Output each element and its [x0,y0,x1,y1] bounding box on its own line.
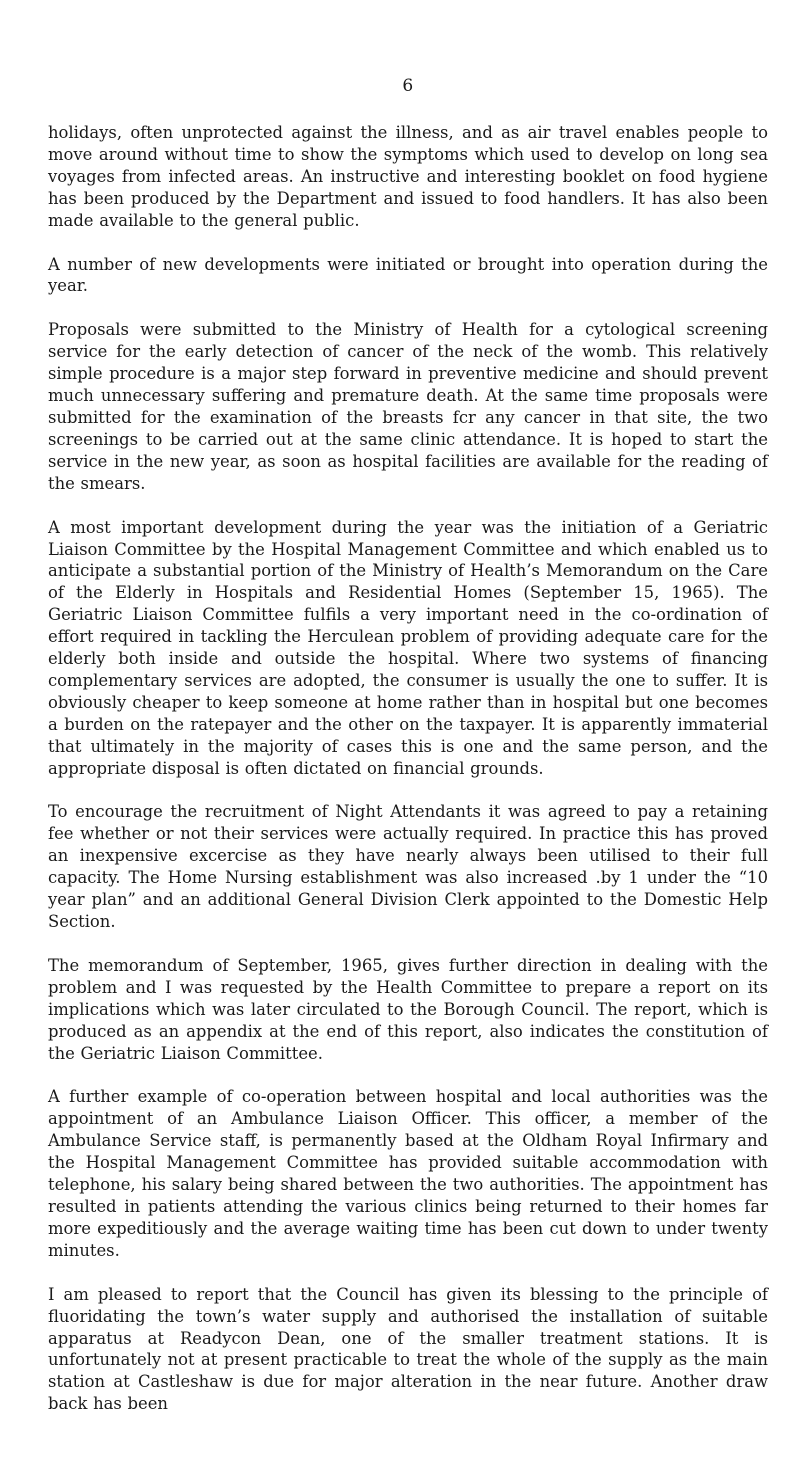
paragraph-new-developments: A number of new developments were initiated or brought into operation during the year. [48,254,768,296]
paragraph-food-hygiene: holidays, often unprotected against the illness, and as air travel enables people to move around without time to show the symptoms which used to develop on long sea voyages from infected areas. An instructive and interesting booklet on food hygiene has been produced by the Department and issued to food handlers. It has also been made available to the general public. [48,123,768,230]
paragraph-geriatric-liaison: A most important development during the year was the initiation of a Geriatric Liaison Committee by the Hospital Management Committee and which enabled us to anticipate a substantial portion of the Ministry of Health’s Memorandum on the Care of the Elderly in Hospitals and Residential Homes (September 15, 1965). The Geriatric Liaison Committee fulfils a very important need in the co-ordination of effort required in tackling the Herculean problem of providing adequate care for the elderly both inside and outside the hospital. Where two systems of financing complementary services are adopted, the consumer is usually the one to suffer. It is obviously cheaper to keep someone at home rather than in hospital but one becomes a burden on the ratepayer and the other on the taxpayer. It is apparently immaterial that ultimately in the majority of cases this is one and the same person, and the appropriate disposal is often dictated on financial grounds. [48,517,768,778]
paragraph-fluoridation: I am pleased to report that the Council has given its blessing to the principle of fluoridating the town’s water supply and authorised the installation of suitable apparatus at Readycon Dean, one of the smaller treatment stations. It is unfortunately not at present practicable to treat the whole of the supply as the main station at Castleshaw is due for major alteration in the near future. Another draw back has been [48,1284,768,1414]
page-number: 6 [402,76,414,96]
paragraph-night-attendants: To encourage the recruitment of Night Attendants it was agreed to pay a retaining fee whether or not their services were actually required. In practice this has proved an inexpensive excercise as they have nearly always been utilised to their full capacity. The Home Nursing establishment was also increased .by 1 under the “10 year plan” and an additional General Division Clerk appointed to the Domestic Help Section. [48,802,768,931]
paragraph-memorandum: The memorandum of September, 1965, gives further direction in dealing with the problem and I was requested by the Health Committee to prepare a report on its implications which was later circulated to the Borough Council. The report, which is produced as an appendix at the end of this report, also indicates the constitution of the Geriatric Liaison Committee. [48,955,768,1063]
paragraph-cytological-screening: Proposals were submitted to the Ministry of Health for a cytological screening service for the early detection of cancer of the neck of the womb. This relatively simple procedure is a major step forward in preventive medicine and should prevent much unnecessary suffering and premature death. At the same time proposals were submitted for the examination of the breasts fcr any cancer in that site, the two screenings to be carried out at the same clinic attendance. It is hoped to start the service in the new year, as soon as hospital facilities are available for the reading of the smears. [48,320,768,493]
paragraph-ambulance-liaison: A further example of co-operation between hospital and local authorities was the appointment of an Ambulance Liaison Officer. This officer, a member of the Ambulance Service staff, is permanently based at the Oldham Royal Infirmary and the Hospital Management Committee has provided suitable accommodation with telephone, his salary being shared between the two authorities. The appointment has resulted in patients attending the various clinics being returned to their homes far more expeditiously and the average waiting time has been cut down to under twenty minutes. [48,1087,768,1260]
